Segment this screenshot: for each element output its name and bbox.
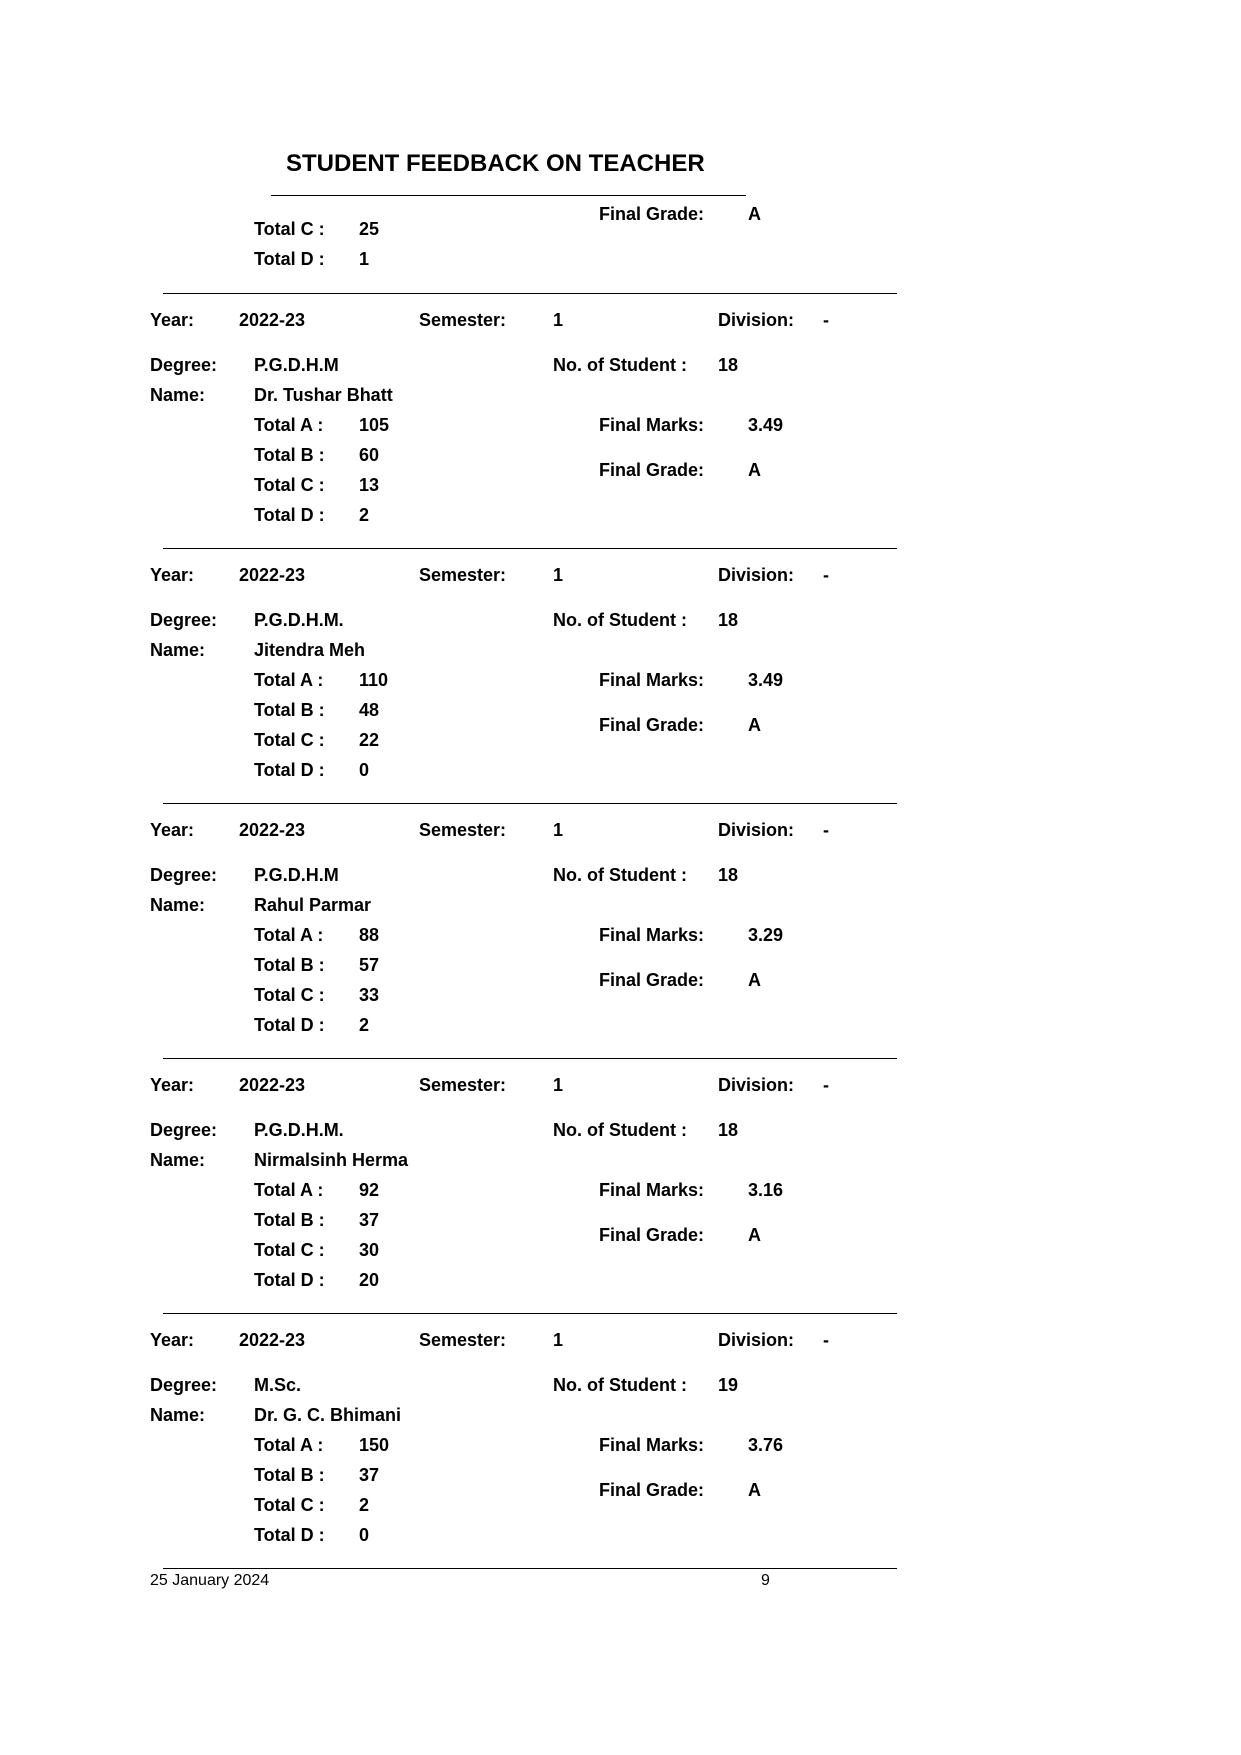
division-label: Division: bbox=[718, 820, 795, 840]
division-label: Division: bbox=[718, 1075, 795, 1095]
total-c-value: 13 bbox=[359, 475, 380, 495]
semester-value: 1 bbox=[553, 565, 564, 585]
page-number: 9 bbox=[761, 1572, 770, 1589]
division-value: - bbox=[823, 1075, 829, 1095]
year-label: Year: bbox=[150, 565, 195, 585]
total-a-value: 110 bbox=[359, 670, 389, 690]
final-marks-label: Final Marks: bbox=[599, 415, 705, 435]
total-b-value: 60 bbox=[359, 445, 380, 465]
no-of-student-value: 18 bbox=[718, 355, 739, 375]
teacher-name: Nirmalsinh Herma bbox=[254, 1150, 409, 1170]
no-of-student-value: 18 bbox=[718, 1120, 739, 1140]
year-value: 2022-23 bbox=[239, 310, 306, 330]
total-a-value: 150 bbox=[359, 1435, 390, 1455]
final-marks-value: 3.29 bbox=[748, 925, 784, 945]
final-grade-label: Final Grade: bbox=[599, 460, 705, 480]
semester-label: Semester: bbox=[419, 310, 507, 330]
no-of-student-value: 18 bbox=[718, 610, 739, 630]
division-value: - bbox=[823, 820, 829, 840]
year-value: 2022-23 bbox=[239, 820, 306, 840]
total-a-label: Total A : bbox=[254, 1180, 324, 1200]
total-d-value: 0 bbox=[359, 1525, 370, 1545]
total-d-label: Total D : bbox=[254, 1015, 325, 1035]
teacher-name: Dr. Tushar Bhatt bbox=[254, 385, 393, 405]
page-title: STUDENT FEEDBACK ON TEACHER bbox=[286, 150, 705, 177]
total-c-label: Total C : bbox=[254, 475, 325, 495]
degree-value: P.G.D.H.M. bbox=[254, 1120, 344, 1140]
total-b-value: 37 bbox=[359, 1210, 380, 1230]
year-label: Year: bbox=[150, 310, 195, 330]
total-c-value: 25 bbox=[359, 219, 380, 239]
no-of-student-value: 18 bbox=[718, 865, 739, 885]
total-a-value: 105 bbox=[359, 415, 390, 435]
year-label: Year: bbox=[150, 1075, 195, 1095]
division-label: Division: bbox=[718, 310, 795, 330]
total-d-label: Total D : bbox=[254, 249, 325, 269]
total-c-label: Total C : bbox=[254, 985, 325, 1005]
total-a-label: Total A : bbox=[254, 670, 324, 690]
total-d-label: Total D : bbox=[254, 505, 325, 525]
total-c-label: Total C : bbox=[254, 1240, 325, 1260]
total-c-value: 33 bbox=[359, 985, 380, 1005]
degree-value: P.G.D.H.M bbox=[254, 355, 339, 375]
final-marks-label: Final Marks: bbox=[599, 1180, 705, 1200]
total-d-value: 1 bbox=[359, 249, 370, 269]
total-d-label: Total D : bbox=[254, 760, 325, 780]
teacher-name: Dr. G. C. Bhimani bbox=[254, 1405, 402, 1425]
final-grade-label: Final Grade: bbox=[599, 970, 705, 990]
total-b-value: 37 bbox=[359, 1465, 380, 1485]
division-value: - bbox=[823, 310, 829, 330]
degree-label: Degree: bbox=[150, 1120, 218, 1140]
name-label: Name: bbox=[150, 1150, 206, 1170]
footer-date: 25 January 2024 bbox=[150, 1572, 270, 1589]
name-label: Name: bbox=[150, 1405, 206, 1425]
semester-label: Semester: bbox=[419, 1075, 507, 1095]
division-value: - bbox=[823, 565, 829, 585]
no-of-student-label: No. of Student : bbox=[553, 610, 687, 630]
degree-value: P.G.D.H.M bbox=[254, 865, 339, 885]
total-b-value: 57 bbox=[359, 955, 380, 975]
final-grade-label: Final Grade: bbox=[599, 715, 705, 735]
total-c-label: Total C : bbox=[254, 1495, 325, 1515]
name-label: Name: bbox=[150, 895, 206, 915]
total-a-label: Total A : bbox=[254, 415, 324, 435]
total-d-value: 2 bbox=[359, 505, 370, 525]
total-c-value: 22 bbox=[359, 730, 380, 750]
final-grade-value: A bbox=[748, 715, 761, 735]
total-b-label: Total B : bbox=[254, 1210, 325, 1230]
final-marks-value: 3.76 bbox=[748, 1435, 784, 1455]
total-d-value: 0 bbox=[359, 760, 370, 780]
no-of-student-value: 19 bbox=[718, 1375, 739, 1395]
year-label: Year: bbox=[150, 1330, 195, 1350]
final-marks-value: 3.16 bbox=[748, 1180, 784, 1200]
record-divider bbox=[163, 293, 897, 294]
total-b-label: Total B : bbox=[254, 955, 325, 975]
semester-label: Semester: bbox=[419, 1330, 507, 1350]
semester-value: 1 bbox=[553, 310, 564, 330]
semester-label: Semester: bbox=[419, 565, 507, 585]
degree-label: Degree: bbox=[150, 865, 218, 885]
semester-label: Semester: bbox=[419, 820, 507, 840]
degree-label: Degree: bbox=[150, 610, 218, 630]
name-label: Name: bbox=[150, 640, 206, 660]
total-b-label: Total B : bbox=[254, 445, 325, 465]
degree-value: M.Sc. bbox=[254, 1375, 302, 1395]
footer-divider bbox=[163, 1568, 897, 1569]
final-grade-value: A bbox=[748, 970, 761, 990]
total-c-label: Total C : bbox=[254, 730, 325, 750]
total-c-label: Total C : bbox=[254, 219, 325, 239]
division-value: - bbox=[823, 1330, 829, 1350]
final-grade-label: Final Grade: bbox=[599, 204, 705, 224]
total-b-value: 48 bbox=[359, 700, 380, 720]
semester-value: 1 bbox=[553, 820, 564, 840]
total-b-label: Total B : bbox=[254, 1465, 325, 1485]
degree-label: Degree: bbox=[150, 1375, 218, 1395]
total-a-label: Total A : bbox=[254, 1435, 324, 1455]
name-label: Name: bbox=[150, 385, 206, 405]
degree-value: P.G.D.H.M. bbox=[254, 610, 344, 630]
no-of-student-label: No. of Student : bbox=[553, 1375, 687, 1395]
final-grade-value: A bbox=[748, 204, 761, 224]
total-d-value: 20 bbox=[359, 1270, 380, 1290]
total-a-value: 88 bbox=[359, 925, 380, 945]
final-marks-value: 3.49 bbox=[748, 670, 784, 690]
year-value: 2022-23 bbox=[239, 1330, 306, 1350]
total-d-label: Total D : bbox=[254, 1525, 325, 1545]
semester-value: 1 bbox=[553, 1330, 564, 1350]
final-grade-value: A bbox=[748, 1225, 761, 1245]
total-a-value: 92 bbox=[359, 1180, 380, 1200]
total-c-value: 30 bbox=[359, 1240, 380, 1260]
degree-label: Degree: bbox=[150, 355, 218, 375]
final-grade-label: Final Grade: bbox=[599, 1480, 705, 1500]
final-marks-label: Final Marks: bbox=[599, 925, 705, 945]
final-marks-label: Final Marks: bbox=[599, 670, 705, 690]
record-divider bbox=[163, 803, 897, 804]
teacher-name: Jitendra Meh bbox=[254, 640, 366, 660]
final-marks-value: 3.49 bbox=[748, 415, 784, 435]
total-d-value: 2 bbox=[359, 1015, 370, 1035]
total-c-value: 2 bbox=[359, 1495, 370, 1515]
year-value: 2022-23 bbox=[239, 565, 306, 585]
teacher-name: Rahul Parmar bbox=[254, 895, 372, 915]
year-value: 2022-23 bbox=[239, 1075, 306, 1095]
division-label: Division: bbox=[718, 565, 795, 585]
semester-value: 1 bbox=[553, 1075, 564, 1095]
final-grade-label: Final Grade: bbox=[599, 1225, 705, 1245]
record-divider bbox=[163, 1313, 897, 1314]
total-b-label: Total B : bbox=[254, 700, 325, 720]
no-of-student-label: No. of Student : bbox=[553, 865, 687, 885]
division-label: Division: bbox=[718, 1330, 795, 1350]
no-of-student-label: No. of Student : bbox=[553, 1120, 687, 1140]
record-divider bbox=[163, 548, 897, 549]
final-grade-value: A bbox=[748, 1480, 761, 1500]
final-grade-value: A bbox=[748, 460, 761, 480]
final-marks-label: Final Marks: bbox=[599, 1435, 705, 1455]
title-underline bbox=[271, 195, 746, 196]
year-label: Year: bbox=[150, 820, 195, 840]
total-d-label: Total D : bbox=[254, 1270, 325, 1290]
total-a-label: Total A : bbox=[254, 925, 324, 945]
no-of-student-label: No. of Student : bbox=[553, 355, 687, 375]
record-divider bbox=[163, 1058, 897, 1059]
